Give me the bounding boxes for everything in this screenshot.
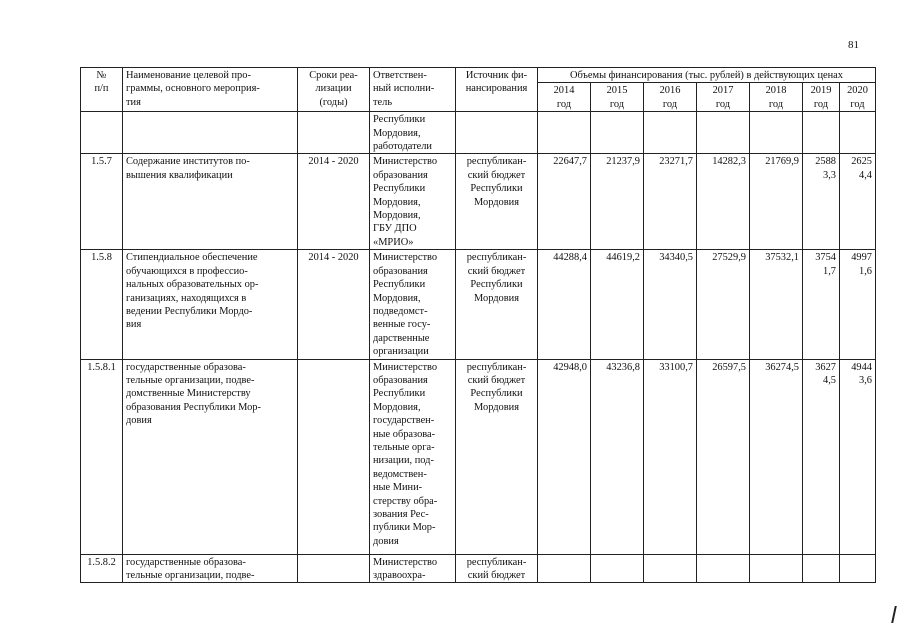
row-value-2015: 44619,2 <box>591 250 644 359</box>
row-value-2020 <box>840 554 876 583</box>
header-responsible: Ответствен- ный исполни- тель <box>370 68 456 112</box>
row-source: республикан- ский бюджет <box>456 554 538 583</box>
row-responsible: Министерство образования Республики Мордовия, государствен- ные образова- тельные орга- низации, под- ведомствен- ные Мини- стерству обра- зования Рес- публики Мор- довия <box>370 359 456 554</box>
row-value-2017: 27529,9 <box>697 250 750 359</box>
row-value-2017: 26597,5 <box>697 359 750 554</box>
row-value-2016: 34340,5 <box>644 250 697 359</box>
row-num: 1.5.8 <box>81 250 123 359</box>
page-number: 81 <box>848 39 859 51</box>
header-row <box>81 68 876 83</box>
table-row <box>81 154 876 250</box>
row-source: республикан- ский бюджет Республики Мордовия <box>456 250 538 359</box>
row-name: государственные образова- тельные организации, подве- <box>123 554 298 583</box>
row-value-2014 <box>538 112 591 154</box>
row-value-2017: 14282,3 <box>697 154 750 250</box>
header-year-2019: 2019 год <box>803 83 840 112</box>
row-responsible: Министерство образования Республики Мордовия, Мордовия, ГБУ ДПО «МРИО» <box>370 154 456 250</box>
row-value-2019: 3627 4,5 <box>803 359 840 554</box>
row-period <box>298 554 370 583</box>
row-value-2014: 42948,0 <box>538 359 591 554</box>
header-year-2015: 2015 год <box>591 83 644 112</box>
header-year-2020: 2020 год <box>840 83 876 112</box>
header-name: Наименование целевой про- граммы, основного мероприя- тия <box>123 68 298 112</box>
row-value-2020 <box>840 112 876 154</box>
row-name <box>123 112 298 154</box>
row-responsible: Республики Мордовия, работодатели <box>370 112 456 154</box>
row-num: 1.5.8.1 <box>81 359 123 554</box>
table-row <box>81 554 876 583</box>
row-value-2014 <box>538 554 591 583</box>
row-value-2019: 2588 3,3 <box>803 154 840 250</box>
row-source: республикан- ский бюджет Республики Мордовия <box>456 154 538 250</box>
row-value-2018: 36274,5 <box>750 359 803 554</box>
row-value-2020: 2625 4,4 <box>840 154 876 250</box>
row-value-2015: 43236,8 <box>591 359 644 554</box>
row-period: 2014 - 2020 <box>298 154 370 250</box>
row-value-2019 <box>803 112 840 154</box>
row-source <box>456 112 538 154</box>
row-value-2018: 37532,1 <box>750 250 803 359</box>
row-value-2018 <box>750 554 803 583</box>
row-num <box>81 112 123 154</box>
header-year-2014: 2014 год <box>538 83 591 112</box>
financing-table <box>80 67 876 583</box>
row-value-2015: 21237,9 <box>591 154 644 250</box>
header-year-2016: 2016 год <box>644 83 697 112</box>
row-name: Стипендиальное обеспечение обучающихся в профессио- нальных образовательных ор- ганизациях, находящихся в ведении Республики Мордо- вия <box>123 250 298 359</box>
row-num: 1.5.8.2 <box>81 554 123 583</box>
row-period: 2014 - 2020 <box>298 250 370 359</box>
row-value-2017 <box>697 112 750 154</box>
table-row <box>81 359 876 554</box>
header-num: № п/п <box>81 68 123 112</box>
row-value-2019 <box>803 554 840 583</box>
header-year-2018: 2018 год <box>750 83 803 112</box>
table-row <box>81 112 876 154</box>
row-period <box>298 112 370 154</box>
header-source: Источник фи- нансирования <box>456 68 538 112</box>
row-value-2017 <box>697 554 750 583</box>
header-year-2017: 2017 год <box>697 83 750 112</box>
row-source: республикан- ский бюджет Республики Мордовия <box>456 359 538 554</box>
row-value-2014: 22647,7 <box>538 154 591 250</box>
row-value-2019: 3754 1,7 <box>803 250 840 359</box>
row-value-2015 <box>591 554 644 583</box>
header-period: Сроки реа- лизации (годы) <box>298 68 370 112</box>
row-value-2016: 23271,7 <box>644 154 697 250</box>
row-period <box>298 359 370 554</box>
row-value-2014: 44288,4 <box>538 250 591 359</box>
header-funding: Объемы финансирования (тыс. рублей) в действующих ценах <box>538 68 876 83</box>
row-value-2016: 33100,7 <box>644 359 697 554</box>
row-value-2020: 4944 3,6 <box>840 359 876 554</box>
row-value-2015 <box>591 112 644 154</box>
row-responsible: Министерство здравоохра- <box>370 554 456 583</box>
table-row <box>81 250 876 359</box>
scan-mark <box>891 606 897 623</box>
row-value-2016 <box>644 112 697 154</box>
row-value-2016 <box>644 554 697 583</box>
row-value-2018 <box>750 112 803 154</box>
row-name: государственные образова- тельные организации, подве- домственные Министерству образования Республики Мор- довия <box>123 359 298 554</box>
row-name: Содержание институтов по- вышения квалификации <box>123 154 298 250</box>
row-responsible: Министерство образования Республики Мордовия, подведомст- венные госу- дарственные организации <box>370 250 456 359</box>
row-value-2018: 21769,9 <box>750 154 803 250</box>
row-num: 1.5.7 <box>81 154 123 250</box>
row-value-2020: 4997 1,6 <box>840 250 876 359</box>
